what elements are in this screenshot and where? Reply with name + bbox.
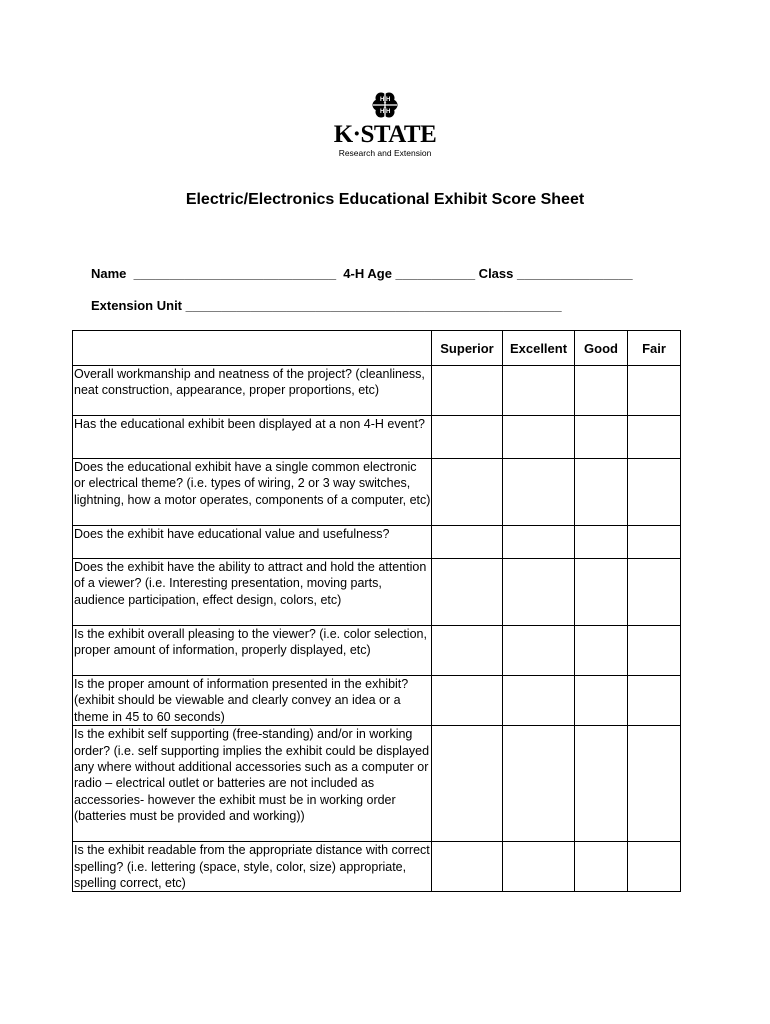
table-header-row bbox=[73, 331, 681, 366]
score-cell-superior[interactable] bbox=[432, 626, 503, 676]
score-cell-fair[interactable] bbox=[628, 459, 681, 526]
svg-text:H: H bbox=[386, 109, 391, 115]
four-leaf-clover-icon bbox=[370, 90, 400, 120]
score-cell-excellent[interactable] bbox=[503, 676, 575, 726]
score-cell-good[interactable] bbox=[575, 676, 628, 726]
score-cell-good[interactable] bbox=[575, 459, 628, 526]
score-cell-good[interactable] bbox=[575, 559, 628, 626]
score-cell-excellent[interactable] bbox=[503, 559, 575, 626]
score-cell-fair[interactable] bbox=[628, 626, 681, 676]
score-cell-superior[interactable] bbox=[432, 842, 503, 892]
score-cell-superior[interactable] bbox=[432, 559, 503, 626]
criterion-readable: Is the exhibit readable from the appropriate distance with correct spelling? (i.e. lettering (space, style, color, size) appropriate, spelling correct, etc) bbox=[74, 843, 430, 891]
score-cell-fair[interactable] bbox=[628, 842, 681, 892]
svg-text:H: H bbox=[386, 97, 391, 103]
score-cell-fair[interactable] bbox=[628, 526, 681, 559]
table-row bbox=[73, 366, 681, 416]
score-cell-excellent[interactable] bbox=[503, 726, 575, 842]
score-cell-good[interactable] bbox=[575, 526, 628, 559]
score-cell-fair[interactable] bbox=[628, 416, 681, 459]
table-row bbox=[73, 676, 681, 726]
score-cell-good[interactable] bbox=[575, 842, 628, 892]
table-row bbox=[73, 416, 681, 459]
table-row bbox=[73, 559, 681, 626]
score-cell-excellent[interactable] bbox=[503, 459, 575, 526]
criterion-information: Is the proper amount of information presented in the exhibit? (exhibit should be viewable and clearly convey an idea or a theme in 45 to 60 seconds) bbox=[73, 676, 432, 726]
score-cell-fair[interactable] bbox=[628, 366, 681, 416]
score-cell-good[interactable] bbox=[575, 416, 628, 459]
good-header: Good bbox=[575, 331, 628, 366]
score-cell-fair[interactable] bbox=[628, 676, 681, 726]
score-cell-good[interactable] bbox=[575, 626, 628, 676]
score-cell-excellent[interactable] bbox=[503, 842, 575, 892]
table-row bbox=[73, 526, 681, 559]
svg-text:H: H bbox=[380, 97, 385, 103]
criterion-workmanship: Overall workmanship and neatness of the project? (cleanliness, neat construction, appearance, proper proportions, etc) bbox=[73, 366, 432, 416]
name-age-class-line: Name ____________________________ 4-H Age ___________ Class ________________ bbox=[91, 266, 633, 281]
table-row bbox=[73, 842, 681, 892]
extension-unit-line: Extension Unit ____________________________________________________ bbox=[91, 298, 562, 313]
criterion-attract-attention: Does the exhibit have the ability to attract and hold the attention of a viewer? (i.e. Interesting presentation, moving parts, audience participation, effect design, colors, etc) bbox=[73, 559, 432, 626]
score-cell-fair[interactable] bbox=[628, 726, 681, 842]
criteria-header bbox=[73, 331, 432, 366]
criterion-educational-value: Does the exhibit have educational value and usefulness? bbox=[73, 526, 432, 559]
fair-header: Fair bbox=[628, 331, 681, 366]
table-row bbox=[73, 459, 681, 526]
score-cell-excellent[interactable] bbox=[503, 366, 575, 416]
score-table bbox=[72, 330, 681, 892]
score-cell-superior[interactable] bbox=[432, 416, 503, 459]
score-cell-excellent[interactable] bbox=[503, 526, 575, 559]
criterion-displayed: Has the educational exhibit been displayed at a non 4-H event? bbox=[73, 416, 432, 459]
superior-header: Superior bbox=[432, 331, 503, 366]
score-cell-excellent[interactable] bbox=[503, 626, 575, 676]
kstate-logo bbox=[333, 90, 437, 158]
score-cell-superior[interactable] bbox=[432, 526, 503, 559]
svg-text:H: H bbox=[380, 109, 385, 115]
criterion-theme: Does the educational exhibit have a single common electronic or electrical theme? (i.e. types of wiring, 2 or 3 way switches, lightning, how a motor operates, components of a computer, etc) bbox=[73, 459, 432, 526]
score-cell-excellent[interactable] bbox=[503, 416, 575, 459]
table-row bbox=[73, 626, 681, 676]
criterion-self-supporting: Is the exhibit self supporting (free-standing) and/or in working order? (i.e. self supporting implies the exhibit could be displayed any where without additional accessories such as a computer or radio – electrical outlet or batteries are not included as accessories- however the exhibit must be in working order (batteries must be provided and working)) bbox=[73, 726, 432, 842]
score-cell-good[interactable] bbox=[575, 366, 628, 416]
score-cell-fair[interactable] bbox=[628, 559, 681, 626]
score-cell-superior[interactable] bbox=[432, 366, 503, 416]
score-cell-good[interactable] bbox=[575, 726, 628, 842]
criterion-pleasing: Is the exhibit overall pleasing to the viewer? (i.e. color selection, proper amount of information, properly displayed, etc) bbox=[73, 626, 432, 676]
excellent-header: Excellent bbox=[503, 331, 575, 366]
score-cell-superior[interactable] bbox=[432, 726, 503, 842]
logo-wordmark: K·STATE bbox=[333, 121, 437, 148]
score-cell-superior[interactable] bbox=[432, 459, 503, 526]
logo-subtitle: Research and Extension bbox=[338, 148, 432, 158]
table-row bbox=[73, 726, 681, 842]
score-cell-superior[interactable] bbox=[432, 676, 503, 726]
page-title: Electric/Electronics Educational Exhibit Score Sheet bbox=[185, 191, 585, 208]
